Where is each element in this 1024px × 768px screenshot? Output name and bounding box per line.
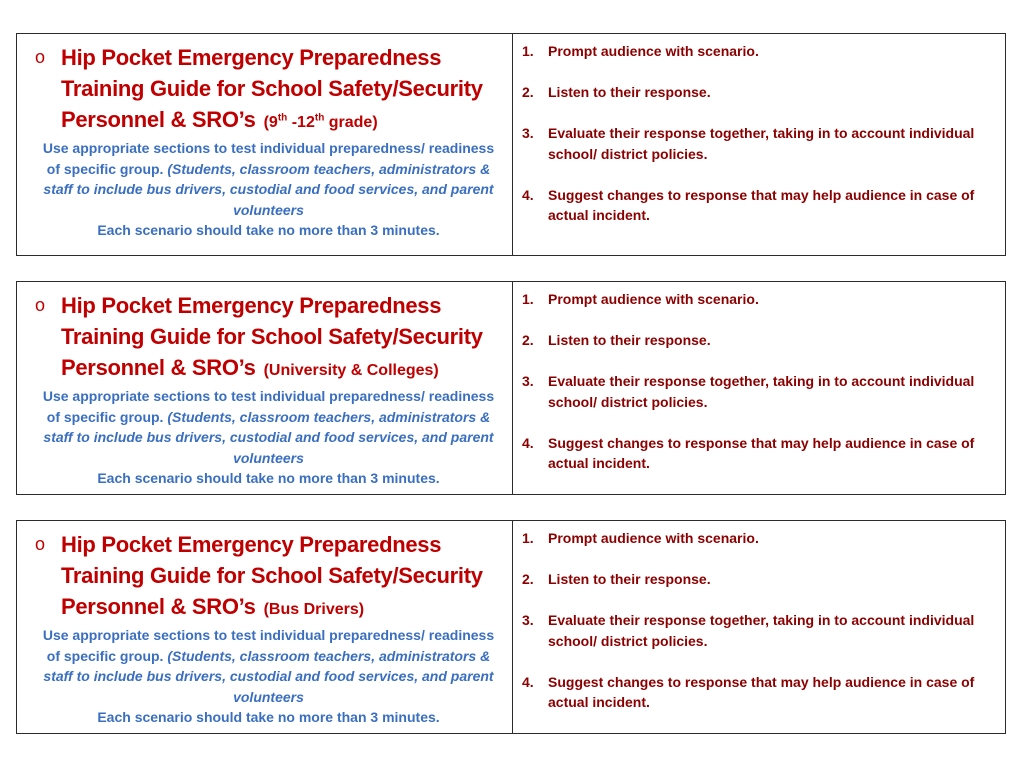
time-limit-text: Each scenario should take no more than 3 minutes. xyxy=(97,470,440,487)
guide-title xyxy=(61,290,502,386)
steps-list xyxy=(522,41,995,226)
guide-description xyxy=(35,625,502,728)
step-item: 3. Evaluate their response together, taking in to account individual school/ district policies. xyxy=(522,612,975,649)
guide-card-bus-drivers xyxy=(16,520,1006,734)
title-row xyxy=(35,290,502,386)
guide-title-panel xyxy=(17,34,513,255)
desc-text: Use appropriate sections to test individual preparedness/ readiness of specific group. xyxy=(42,627,495,664)
audience-subtitle: (University & Colleges) xyxy=(263,362,439,379)
guide-title xyxy=(61,529,502,625)
desc-italic-text: (Students, classroom teachers, administrators & staff to include bus drivers, custodial and food services, and parent volunteers xyxy=(43,160,494,218)
guide-card-university xyxy=(16,281,1006,495)
steps-panel xyxy=(513,34,1005,255)
desc-text: Use appropriate sections to test individual preparedness/ readiness of specific group. xyxy=(42,140,495,177)
grade-range: (9th -12th grade) xyxy=(263,112,378,131)
step-item: 1. Prompt audience with scenario. xyxy=(522,530,759,546)
audience-subtitle: (Bus Drivers) xyxy=(263,601,365,618)
steps-panel xyxy=(513,282,1005,494)
step-item: 3. Evaluate their response together, taking in to account individual school/ district policies. xyxy=(522,125,975,162)
bullet-circle-icon: o xyxy=(35,47,46,67)
guide-title-main: Hip Pocket Emergency Preparedness Training Guide for School Safety/Security Personnel & SRO’s xyxy=(61,532,483,619)
step-item: 4. Suggest changes to response that may help audience in case of actual incident. xyxy=(522,186,975,223)
steps-list xyxy=(522,528,995,713)
step-item: 4. Suggest changes to response that may help audience in case of actual incident. xyxy=(522,434,975,471)
step-item: 2. Listen to their response. xyxy=(522,571,711,587)
step-item: 1. Prompt audience with scenario. xyxy=(522,291,759,307)
guide-title-main: Hip Pocket Emergency Preparedness Training Guide for School Safety/Security Personnel & SRO’s xyxy=(61,45,483,132)
title-row xyxy=(35,42,502,138)
steps-list xyxy=(522,289,995,474)
guide-card-k12 xyxy=(16,33,1006,256)
guide-title xyxy=(61,42,502,138)
step-item: 3. Evaluate their response together, taking in to account individual school/ district policies. xyxy=(522,373,975,410)
step-item: 4. Suggest changes to response that may help audience in case of actual incident. xyxy=(522,673,975,710)
guide-title-panel xyxy=(17,521,513,733)
bullet-circle-icon: o xyxy=(35,295,46,315)
guide-description xyxy=(35,138,502,241)
time-limit-text: Each scenario should take no more than 3 minutes. xyxy=(97,709,440,726)
guide-title-main: Hip Pocket Emergency Preparedness Training Guide for School Safety/Security Personnel & SRO’s xyxy=(61,293,483,380)
guide-description xyxy=(35,386,502,489)
time-limit-text: Each scenario should take no more than 3 minutes. xyxy=(97,222,440,239)
desc-text: Use appropriate sections to test individual preparedness/ readiness of specific group. xyxy=(42,388,495,425)
step-item: 1. Prompt audience with scenario. xyxy=(522,43,759,59)
title-row xyxy=(35,529,502,625)
guide-title-panel xyxy=(17,282,513,494)
desc-italic-text: (Students, classroom teachers, administrators & staff to include bus drivers, custodial and food services, and parent volunteers xyxy=(43,647,494,705)
desc-italic-text: (Students, classroom teachers, administrators & staff to include bus drivers, custodial and food services, and parent volunteers xyxy=(43,408,494,466)
steps-panel xyxy=(513,521,1005,733)
step-item: 2. Listen to their response. xyxy=(522,84,711,100)
step-item: 2. Listen to their response. xyxy=(522,332,711,348)
bullet-circle-icon: o xyxy=(35,534,46,554)
